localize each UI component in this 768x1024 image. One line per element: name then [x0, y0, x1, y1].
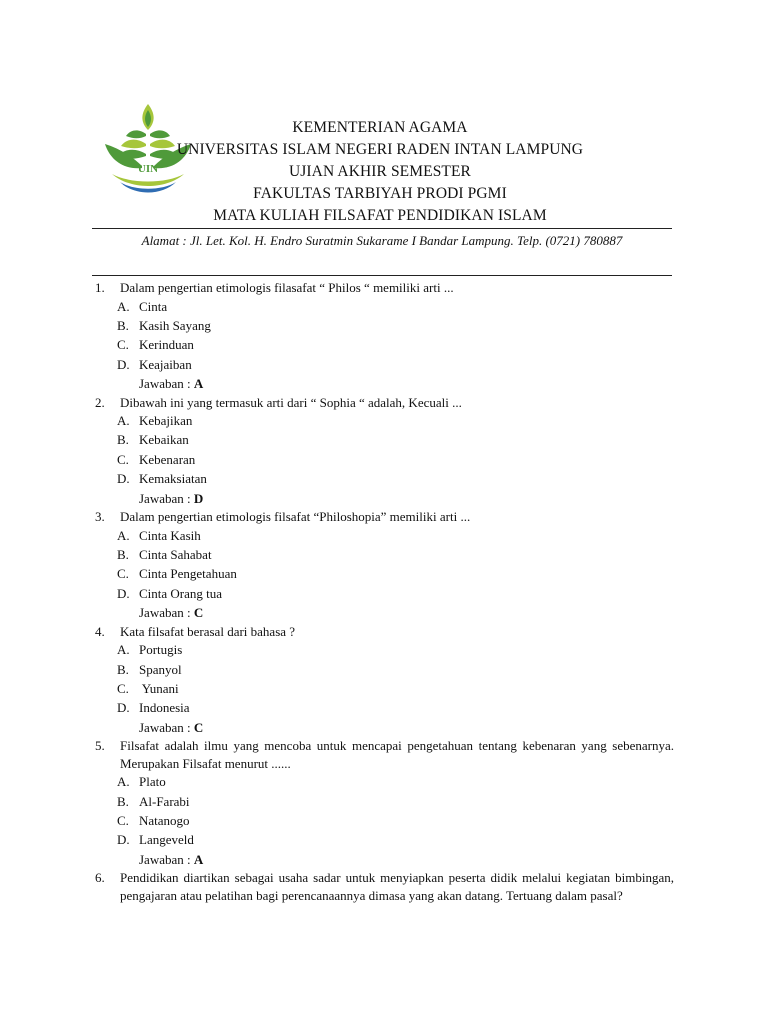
option-text: Spanyol	[139, 661, 182, 677]
answer-option	[92, 469, 674, 488]
option-text: Cinta Sahabat	[139, 546, 212, 562]
question-row	[92, 737, 674, 772]
question-item	[92, 737, 674, 869]
answer-label: Jawaban :	[139, 376, 191, 392]
answer-option	[92, 772, 674, 791]
option-text: Kebenaran	[139, 451, 196, 467]
answer-key	[92, 489, 674, 508]
question-row	[92, 394, 674, 412]
option-text: Indonesia	[139, 700, 190, 716]
option-letter: D.	[117, 832, 130, 848]
header-divider-top	[92, 228, 672, 229]
answer-label: Jawaban :	[139, 490, 191, 506]
answer-label: Jawaban :	[139, 719, 191, 735]
option-letter: A.	[117, 527, 130, 543]
question-row	[92, 279, 674, 297]
answer-key	[92, 718, 674, 737]
question-item	[92, 279, 674, 394]
option-text: Kebajikan	[139, 413, 193, 429]
option-text: Cinta Pengetahuan	[139, 566, 237, 582]
option-text: Keajaiban	[139, 356, 192, 372]
answer-option	[92, 411, 674, 430]
option-text: Natanogo	[139, 812, 190, 828]
option-text: Kerinduan	[139, 337, 194, 353]
answer-option	[92, 660, 674, 679]
answer-option	[92, 679, 674, 698]
question-number: 5.	[95, 738, 105, 754]
answer-option	[92, 355, 674, 374]
question-text: Kata filsafat berasal dari bahasa ?	[120, 623, 296, 639]
question-text: Filsafat adalah ilmu yang mencoba untuk mencapai pengetahuan tentang kebenaran yang sebenarnya. Merupakan Filsafat menurut ......	[120, 738, 674, 771]
option-letter: A.	[117, 642, 130, 658]
question-row	[92, 869, 674, 904]
answer-option	[92, 830, 674, 849]
question-item	[92, 623, 674, 738]
question-text: Dalam pengertian etimologis filasafat “ Philos “ memiliki arti ...	[120, 280, 454, 295]
question-number: 3.	[95, 509, 105, 525]
question-row	[92, 623, 674, 641]
document-header	[160, 117, 600, 227]
option-letter: C.	[117, 337, 129, 353]
header-faculty: FAKULTAS TARBIYAH PRODI PGMI	[253, 185, 507, 202]
answer-option	[92, 335, 674, 354]
option-text: Al-Farabi	[139, 793, 190, 809]
option-letter: A.	[117, 774, 130, 790]
answer-label: Jawaban :	[139, 605, 191, 621]
option-letter: B.	[117, 546, 129, 562]
answer-option	[92, 584, 674, 603]
header-ministry: KEMENTERIAN AGAMA	[292, 119, 468, 136]
option-letter: C.	[117, 566, 129, 582]
answer-option	[92, 297, 674, 316]
option-letter: C.	[117, 680, 129, 696]
question-number: 2.	[95, 394, 105, 410]
answer-option	[92, 698, 674, 717]
option-text: Cinta Orang tua	[139, 585, 223, 601]
header-divider-bottom	[92, 275, 672, 276]
answer-option	[92, 792, 674, 811]
option-letter: A.	[117, 298, 130, 314]
header-course: MATA KULIAH FILSAFAT PENDIDIKAN ISLAM	[213, 207, 547, 224]
answer-option	[92, 811, 674, 830]
option-letter: D.	[117, 356, 130, 372]
answer-option	[92, 316, 674, 335]
answer-key	[92, 374, 674, 393]
answer-value: A	[193, 376, 204, 392]
answer-label: Jawaban :	[139, 851, 191, 867]
option-text: Kasih Sayang	[139, 317, 211, 333]
header-exam: UJIAN AKHIR SEMESTER	[289, 163, 471, 180]
answer-value: C	[193, 719, 204, 735]
answer-value: D	[193, 490, 204, 506]
question-number: 4.	[95, 623, 105, 639]
question-item	[92, 394, 674, 509]
option-text: Kebaikan	[139, 432, 189, 448]
answer-option	[92, 450, 674, 469]
logo-text: UIN	[137, 163, 159, 175]
answer-key	[92, 850, 674, 869]
option-text: Langeveld	[139, 832, 194, 848]
option-letter: B.	[117, 432, 129, 448]
address: Alamat : Jl. Let. Kol. H. Endro Suratmin Sukarame I Bandar Lampung. Telp. (0721) 780887	[141, 233, 623, 248]
option-text: Cinta	[139, 298, 168, 314]
question-item	[92, 508, 674, 623]
answer-option	[92, 564, 674, 583]
option-text: Cinta Kasih	[139, 527, 201, 543]
answer-option	[92, 430, 674, 449]
option-letter: A.	[117, 413, 130, 429]
answer-value: A	[193, 851, 204, 867]
question-list	[92, 279, 674, 904]
answer-option	[92, 545, 674, 564]
header-university: UNIVERSITAS ISLAM NEGERI RADEN INTAN LAMPUNG	[176, 141, 584, 158]
answer-option	[92, 526, 674, 545]
question-text: Dibawah ini yang termasuk arti dari “ Sophia “ adalah, Kecuali ...	[120, 394, 462, 410]
option-letter: D.	[117, 585, 130, 601]
question-row	[92, 508, 674, 526]
question-item	[92, 869, 674, 904]
option-letter: C.	[117, 812, 129, 828]
option-letter: B.	[117, 317, 129, 333]
question-number: 6.	[95, 870, 105, 886]
question-text: Dalam pengertian etimologis filsafat “Philoshopia” memiliki arti ...	[120, 509, 471, 525]
answer-option	[92, 640, 674, 659]
option-letter: D.	[117, 471, 130, 487]
option-text: Plato	[139, 774, 166, 790]
option-letter: B.	[117, 793, 129, 809]
question-number: 1.	[95, 280, 105, 295]
answer-key	[92, 603, 674, 622]
option-letter: D.	[117, 700, 130, 716]
option-text: Yunani	[139, 680, 179, 696]
option-letter: B.	[117, 661, 129, 677]
question-text: Pendidikan diartikan sebagai usaha sadar untuk menyiapkan peserta didik melalui kegiatan bimbingan, pengajaran atau pelatihan bagi perencanaannya dimasa yang akan datang. Tertuang dalam pasal?	[120, 870, 674, 903]
option-text: Kemaksiatan	[139, 471, 207, 487]
option-text: Portugis	[139, 642, 183, 658]
answer-value: C	[193, 605, 204, 621]
option-letter: C.	[117, 451, 129, 467]
